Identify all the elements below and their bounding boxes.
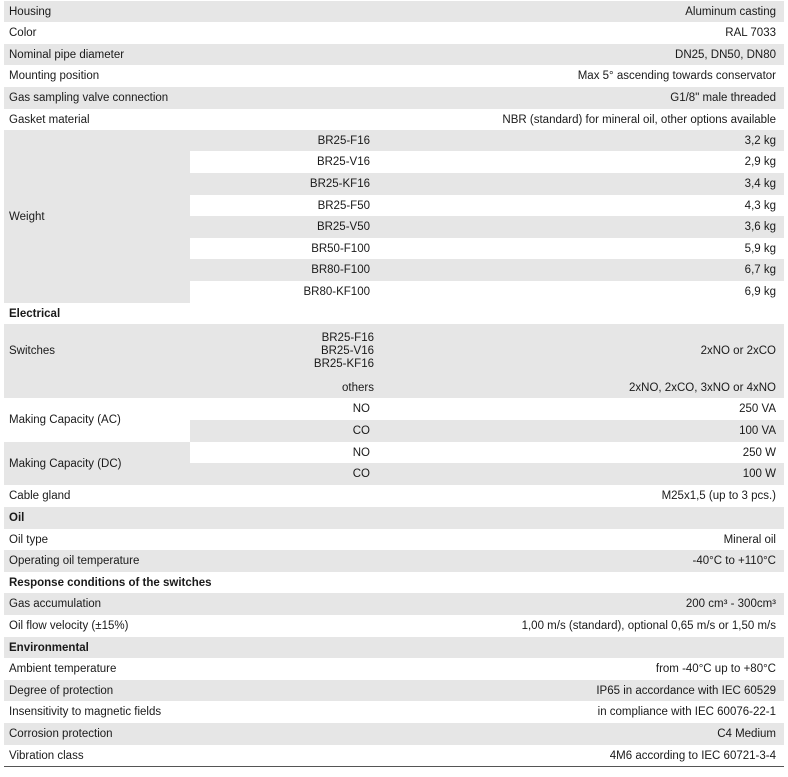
spec-value: 2xNO or 2xCO: [700, 345, 776, 357]
model-name: BR25-KF16: [309, 178, 370, 190]
section-heading-oil: [4, 507, 784, 529]
weight-value: 3,6 kg: [744, 221, 776, 233]
model-name: others: [342, 382, 374, 394]
spec-row-gas-valve: [4, 87, 784, 109]
making-dc-row: [190, 463, 784, 485]
spec-value: DN25, DN50, DN80: [675, 48, 776, 61]
spec-label: Ambient temperature: [9, 663, 117, 675]
spec-row-gasket: [4, 109, 784, 130]
spec-row-oil-type: [4, 529, 784, 550]
model-name: BR25-V16: [316, 156, 370, 168]
weight-value: 5,9 kg: [744, 242, 776, 255]
spec-value: Aluminum casting: [685, 5, 776, 18]
spec-label: Insensitivity to magnetic fields: [9, 706, 162, 718]
spec-row-switches-others: [4, 378, 784, 398]
spec-value: NBR (standard) for mineral oil, other options available: [502, 113, 776, 126]
making-dc-row: [190, 442, 784, 463]
section-heading-response: [4, 572, 784, 593]
weight-label-cell: [4, 130, 190, 303]
model-name: BR25-KF16: [313, 357, 374, 370]
weight-row: [190, 151, 784, 173]
spec-label: Gas sampling valve connection: [9, 92, 169, 104]
spec-row-cable-gland: [4, 485, 784, 507]
model-name: BR25-F16: [317, 134, 370, 147]
spec-value: 100 VA: [739, 425, 776, 437]
spec-label: Switches: [9, 345, 56, 357]
spec-value: -40°C to +110°C: [692, 555, 776, 567]
spec-value: C4 Medium: [717, 728, 776, 740]
spec-label: Weight: [9, 210, 45, 223]
weight-value: 3,2 kg: [744, 134, 776, 147]
spec-label: Oil type: [9, 533, 48, 546]
spec-label: Oil flow velocity (±15%): [9, 620, 129, 632]
spec-row-mounting-position: [4, 65, 784, 87]
weight-row: [190, 281, 784, 303]
spec-label: Housing: [9, 5, 52, 18]
spec-value: 2xNO, 2xCO, 3xNO or 4xNO: [629, 382, 776, 394]
section-title: Electrical: [9, 307, 61, 320]
spec-row-ambient-temperature: [4, 658, 784, 680]
spec-value: 250 W: [742, 446, 776, 459]
section-title: Environmental: [9, 641, 89, 654]
weight-row: [190, 259, 784, 281]
model-name: BR80-KF100: [303, 286, 370, 298]
weight-row: [190, 173, 784, 195]
spec-value: 250 VA: [739, 403, 776, 415]
spec-label: Making Capacity (DC): [9, 457, 122, 470]
model-name: BR25-F50: [317, 199, 370, 212]
section-heading-electrical: [4, 303, 784, 324]
spec-row-color: [4, 22, 784, 44]
making-dc-label-cell: [4, 442, 190, 485]
spec-label: Color: [9, 27, 37, 39]
weight-value: 3,4 kg: [744, 178, 776, 190]
weight-row: [190, 195, 784, 216]
model-name: BR25-V50: [316, 221, 370, 233]
spec-value: IP65 in accordance with IEC 60529: [596, 684, 776, 697]
spec-row-pipe-diameter: [4, 44, 784, 65]
weight-value: 2,9 kg: [744, 156, 776, 168]
contact-type: NO: [352, 403, 370, 415]
spec-row-corrosion-protection: [4, 723, 784, 745]
spec-row-gas-accumulation: [4, 593, 784, 615]
spec-row-switches: [4, 324, 784, 378]
section-heading-environmental: [4, 637, 784, 658]
spec-row-oil-flow: [4, 615, 784, 637]
spec-value: 1,00 m/s (standard), optional 0,65 m/s or 1,50 m/s: [521, 620, 776, 632]
spec-row-housing: [4, 1, 784, 22]
spec-value: Mineral oil: [723, 533, 776, 546]
spec-value: from -40°C up to +80°C: [655, 663, 776, 675]
weight-row: [190, 130, 784, 151]
spec-label: Degree of protection: [9, 684, 114, 697]
spec-label: Vibration class: [9, 749, 84, 762]
spec-label: Nominal pipe diameter: [9, 48, 125, 61]
spec-value: in compliance with IEC 60076-22-1: [597, 706, 776, 718]
making-ac-label-cell: [4, 398, 190, 442]
spec-label: Operating oil temperature: [9, 555, 140, 567]
section-title: Response conditions of the switches: [9, 576, 212, 589]
model-name: BR25-V16: [320, 344, 374, 357]
model-name: BR80-F100: [311, 264, 370, 276]
spec-label: Corrosion protection: [9, 728, 113, 740]
table-bottom-rule: [4, 766, 784, 767]
spec-label: Making Capacity (AC): [9, 414, 121, 426]
spec-value: 4M6 according to IEC 60721-3-4: [609, 749, 776, 762]
weight-row: [190, 216, 784, 238]
section-title: Oil: [9, 512, 25, 524]
spec-value: Max 5° ascending towards conservator: [577, 70, 776, 82]
spec-label: Mounting position: [9, 70, 100, 82]
contact-type: NO: [352, 446, 370, 459]
switch-models: [194, 324, 374, 378]
model-name: BR50-F100: [311, 242, 370, 255]
spec-row-vibration-class: [4, 745, 784, 766]
weight-value: 6,9 kg: [744, 286, 776, 298]
spec-row-oil-temperature: [4, 550, 784, 572]
contact-type: CO: [352, 425, 370, 437]
spec-row-degree-of-protection: [4, 680, 784, 701]
contact-type: CO: [352, 468, 370, 480]
model-name: BR25-F16: [321, 331, 374, 344]
weight-row: [190, 238, 784, 259]
spec-row-magnetic-fields: [4, 701, 784, 723]
weight-value: 4,3 kg: [744, 199, 776, 212]
spec-value: G1/8" male threaded: [670, 92, 776, 104]
spec-value: M25x1,5 (up to 3 pcs.): [661, 490, 776, 502]
spec-value: 200 cm³ - 300cm³: [685, 598, 776, 610]
spec-label: Cable gland: [9, 490, 71, 502]
spec-value: 100 W: [742, 468, 776, 480]
making-ac-row: [190, 420, 784, 442]
spec-label: Gas accumulation: [9, 598, 102, 610]
spec-value: RAL 7033: [725, 27, 776, 39]
spec-label: Gasket material: [9, 113, 90, 126]
making-ac-row: [190, 398, 784, 420]
weight-value: 6,7 kg: [744, 264, 776, 276]
